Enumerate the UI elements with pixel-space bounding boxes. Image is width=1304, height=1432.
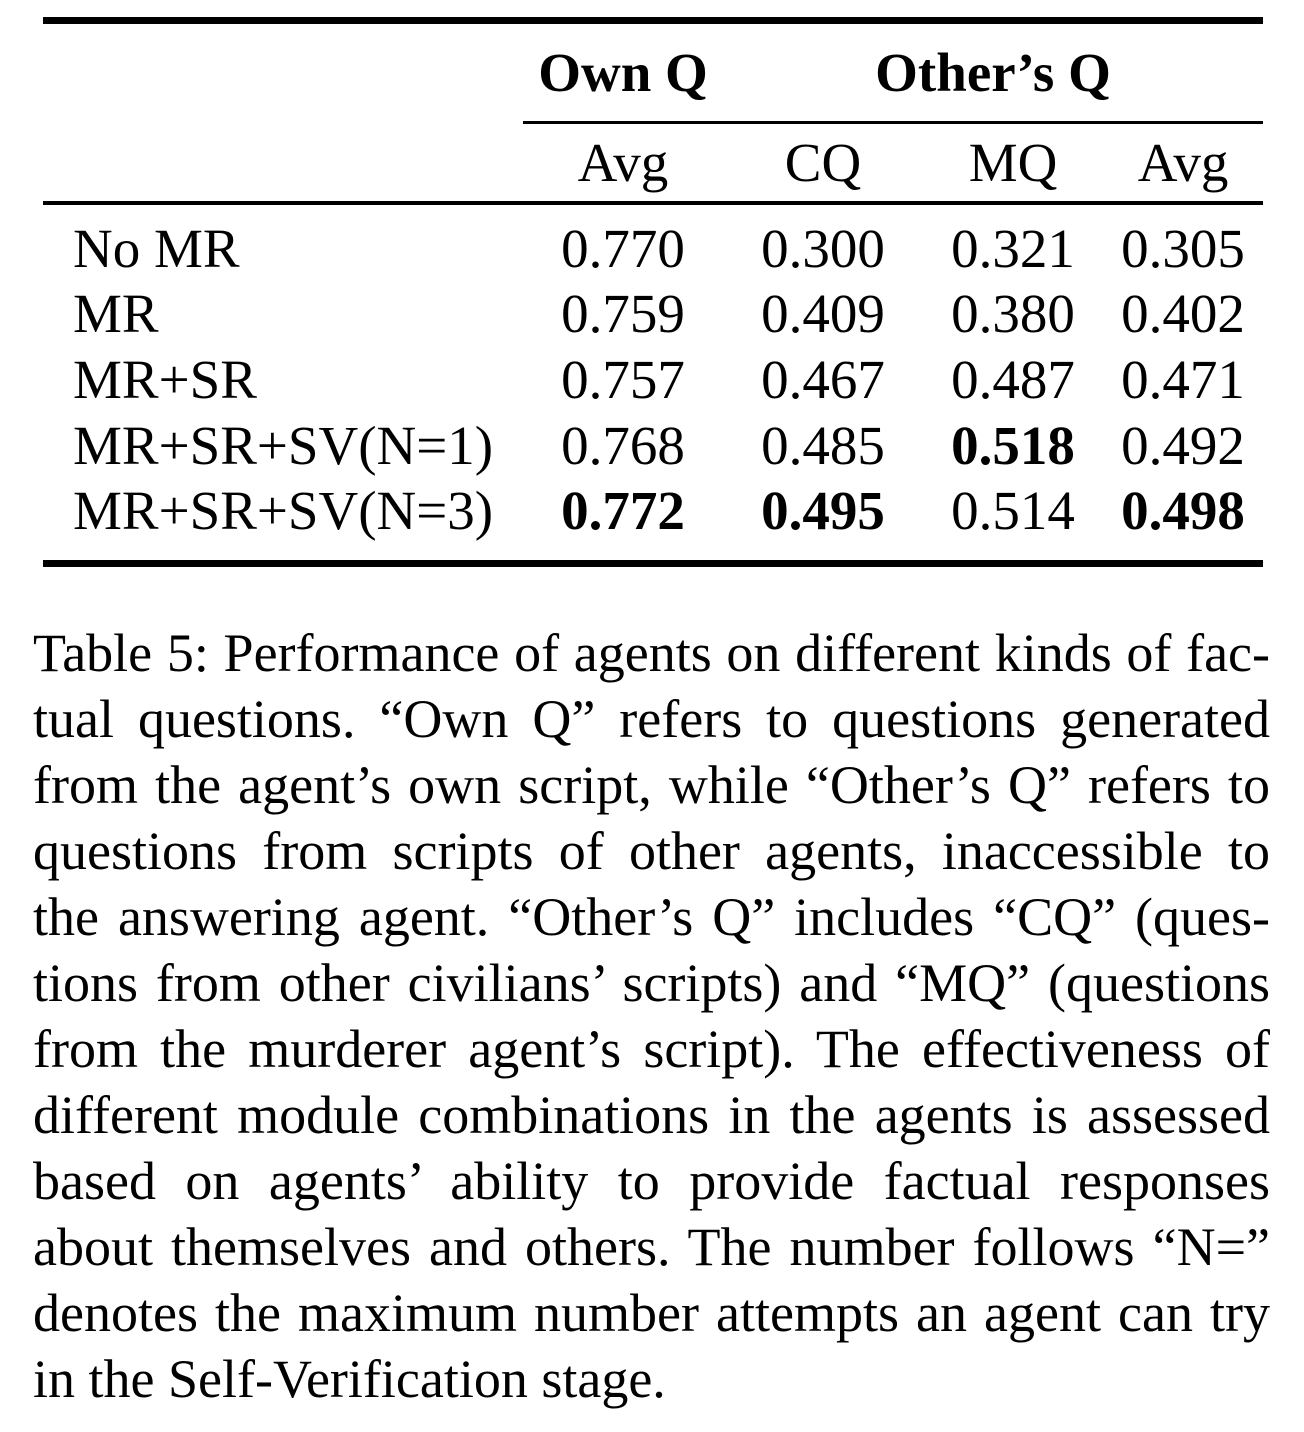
value-cell: 0.305 — [1121, 218, 1245, 279]
caption-line: about themselves and others. The number follows “N=” — [33, 1216, 1270, 1277]
column-group-own-q: Own Q — [523, 21, 723, 123]
table-row — [43, 203, 1263, 281]
value-cell: 0.770 — [561, 218, 685, 279]
value-cell: 0.759 — [561, 283, 685, 344]
caption-line: questions from scripts of other agents, inaccessible to — [33, 820, 1270, 881]
column-header-row — [43, 123, 1263, 203]
value-cell: 0.757 — [561, 349, 685, 410]
caption-line: in the Self-Verification stage. — [33, 1348, 666, 1409]
caption-line: Table 5: Performance of agents on different kinds of fac- — [33, 622, 1270, 683]
row-label: MR+SR — [73, 349, 257, 410]
table-row — [43, 347, 1263, 413]
caption-line: tual questions. “Own Q” refers to questions generated — [33, 688, 1270, 749]
value-cell: 0.321 — [951, 218, 1075, 279]
value-cell: 0.518 — [951, 415, 1075, 476]
caption-line: the answering agent. “Other’s Q” includes “CQ” (ques- — [33, 886, 1270, 947]
column-header-own-avg: Avg — [523, 123, 723, 203]
caption-line: denotes the maximum number attempts an agent can try — [33, 1282, 1270, 1343]
caption-line: from the murderer agent’s script). The effectiveness of — [33, 1018, 1270, 1079]
value-cell: 0.498 — [1121, 479, 1245, 541]
table-row — [43, 479, 1263, 564]
value-cell: 0.402 — [1121, 283, 1245, 344]
value-cell: 0.768 — [561, 415, 685, 476]
caption-line: different module combinations in the agents is assessed — [33, 1084, 1270, 1145]
value-cell: 0.495 — [761, 479, 885, 541]
value-cell: 0.485 — [761, 415, 885, 476]
results-table — [43, 17, 1263, 567]
value-cell: 0.514 — [951, 479, 1075, 541]
value-cell: 0.772 — [561, 479, 685, 541]
row-label: No MR — [73, 218, 240, 279]
value-cell: 0.300 — [761, 218, 885, 279]
caption-line: based on agents’ ability to provide factual responses — [33, 1150, 1270, 1211]
paper-page — [0, 17, 1304, 1432]
value-cell: 0.471 — [1121, 349, 1245, 410]
row-label: MR+SR+SV(N=1) — [73, 415, 494, 476]
value-cell: 0.409 — [761, 283, 885, 344]
header-stub-cell — [43, 123, 523, 203]
header-stub-cell — [43, 21, 523, 123]
table-row — [43, 413, 1263, 479]
table-row — [43, 281, 1263, 347]
column-group-header-row — [43, 21, 1263, 123]
value-cell: 0.492 — [1121, 415, 1245, 476]
value-cell: 0.467 — [761, 349, 885, 410]
column-header-others-avg: Avg — [1103, 123, 1263, 203]
caption-line: tions from other civilians’ scripts) and “MQ” (questions — [33, 952, 1270, 1013]
row-label: MR+SR+SV(N=3) — [73, 479, 494, 541]
column-group-others-q: Other’s Q — [723, 21, 1263, 123]
value-cell: 0.380 — [951, 283, 1075, 344]
column-header-mq: MQ — [923, 123, 1103, 203]
caption-line: from the agent’s own script, while “Other’s Q” refers to — [33, 754, 1270, 815]
column-header-cq: CQ — [723, 123, 923, 203]
value-cell: 0.487 — [951, 349, 1075, 410]
row-label: MR — [73, 283, 159, 344]
table-caption — [33, 620, 1270, 1412]
